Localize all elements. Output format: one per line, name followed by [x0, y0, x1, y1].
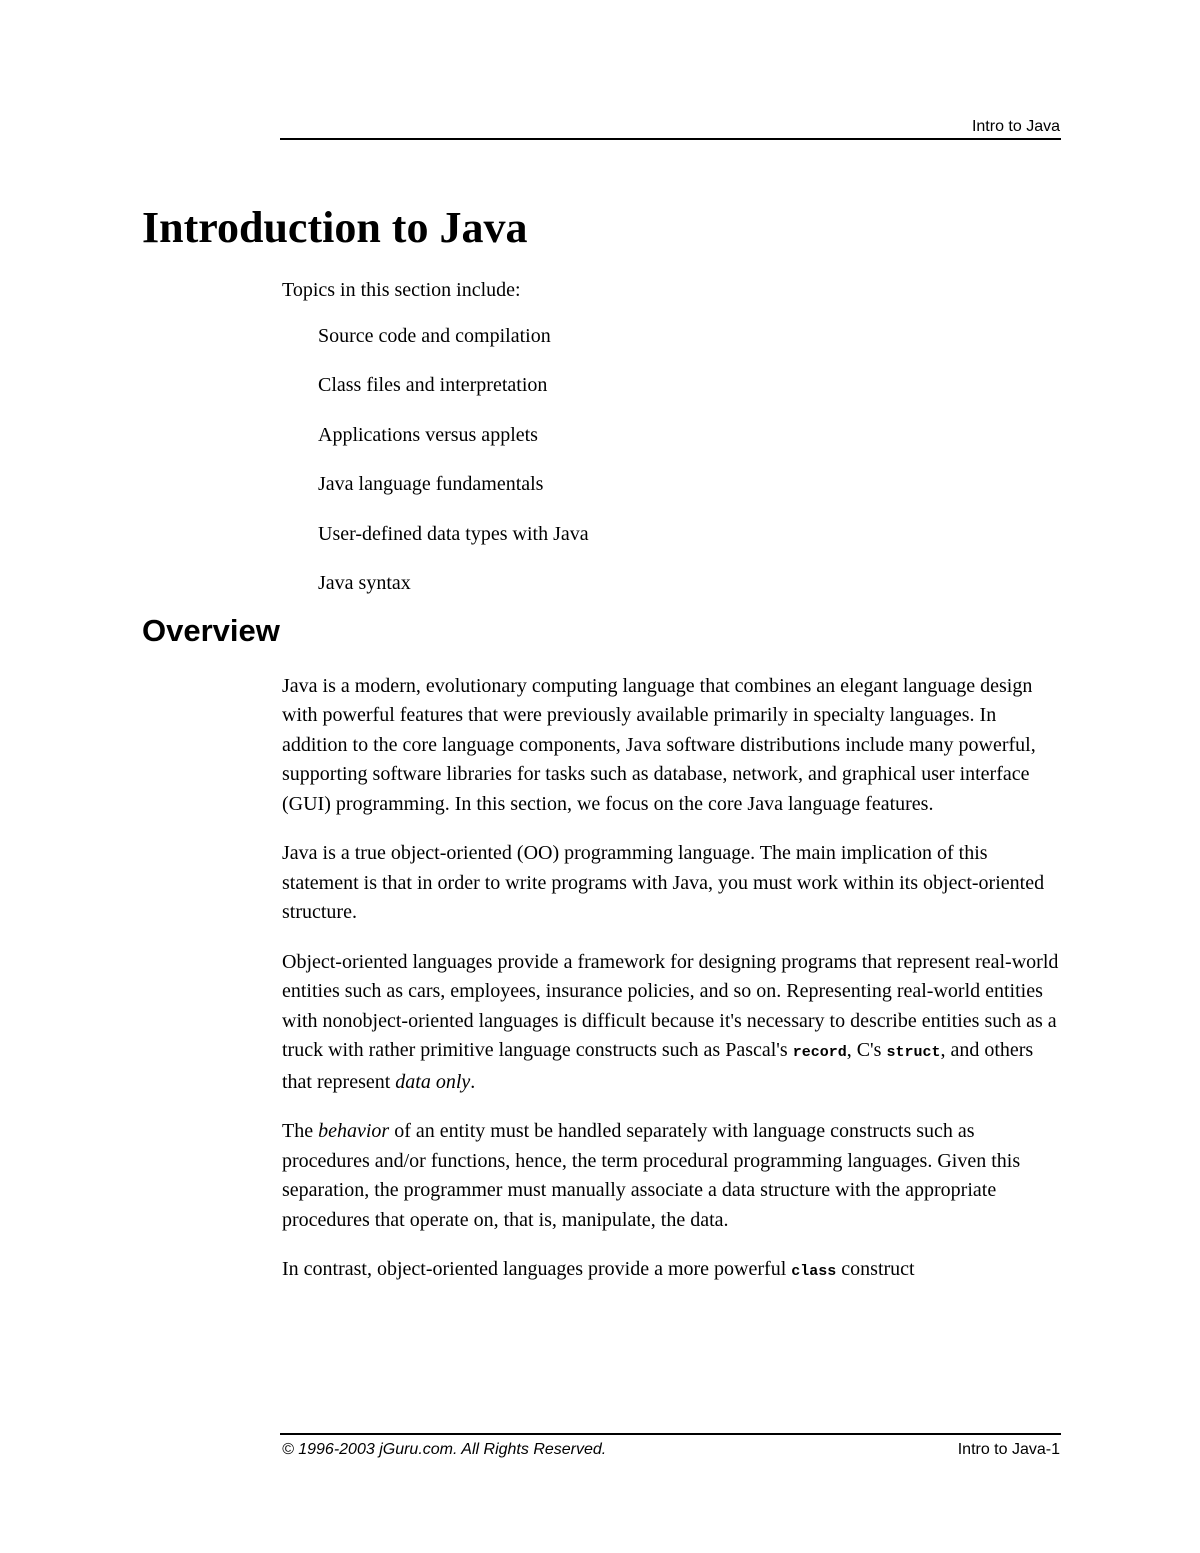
footer-rule	[280, 1433, 1061, 1435]
paragraph-text: construct	[836, 1258, 915, 1281]
paragraph-text: The	[282, 1120, 319, 1143]
paragraph-text: In contrast, object-oriented languages provide a more powerful	[282, 1258, 792, 1281]
topic-item: Java syntax	[318, 571, 411, 594]
code-keyword-class: class	[791, 1263, 837, 1281]
topics-intro: Topics in this section include:	[282, 279, 521, 301]
paragraph-text: , and others that represent	[282, 1039, 1034, 1093]
topic-item: Java language fundamentals	[318, 473, 544, 496]
paragraph: Java is a modern, evolutionary computing language that combines an elegant language design with powerful features that were previously available primarily in specialty languages. In addition to the core language components, Java software distributions include many powerful, supporting software libraries for tasks such as database, network, and graphical user interface (GUI) programming. In this section, we focus on the core Java language features.	[282, 675, 1036, 815]
header-rule	[280, 138, 1061, 140]
topic-item: Class files and interpretation	[318, 374, 548, 397]
emphasis-text: data only	[395, 1070, 471, 1093]
paragraph-text: .	[470, 1070, 476, 1093]
paragraph	[282, 1117, 1064, 1235]
emphasis-text: behavior	[318, 1120, 390, 1143]
topic-item: User-defined data types with Java	[318, 522, 589, 545]
page-title: Introduction to Java	[142, 203, 528, 252]
topic-item: Source code and compilation	[318, 325, 551, 347]
running-head: Intro to Java	[971, 118, 1060, 135]
topics-list	[318, 322, 589, 618]
paragraph: Java is a true object-oriented (OO) programming language. The main implication of this statement is that in order to write programs with Java, you must work within its object-oriented structure.	[282, 842, 1045, 924]
topic-item: Applications versus applets	[318, 423, 538, 446]
paragraph-text: Object-oriented languages provide a framework for designing programs that represent real-world entities such as cars, employees, insurance policies, and so on. Representing real-world entities with nonobject-oriented languages is difficult because it's necessary to describe entities such as a truck with rather primitive language constructs such as Pascal's	[282, 951, 1059, 1062]
paragraph-text: of an entity must be handled separately with language constructs such as procedures and/or functions, hence, the term procedural programming languages. Given this separation, the programmer must manually associate a data structure with the appropriate procedures that operate on, that is, manipulate, the data.	[282, 1120, 1021, 1231]
footer-page-label: Intro to Java-1	[957, 1441, 1060, 1458]
code-keyword-struct: struct	[886, 1044, 941, 1062]
section-heading-overview: Overview	[142, 613, 280, 648]
footer-copyright: © 1996-2003 jGuru.com. All Rights Reserved.	[282, 1441, 607, 1458]
paragraph	[282, 948, 1064, 1097]
paragraph	[282, 1255, 1064, 1286]
paragraph-text: , C's	[846, 1039, 887, 1062]
overview-body	[282, 672, 1064, 1307]
code-keyword-record: record	[792, 1044, 847, 1062]
